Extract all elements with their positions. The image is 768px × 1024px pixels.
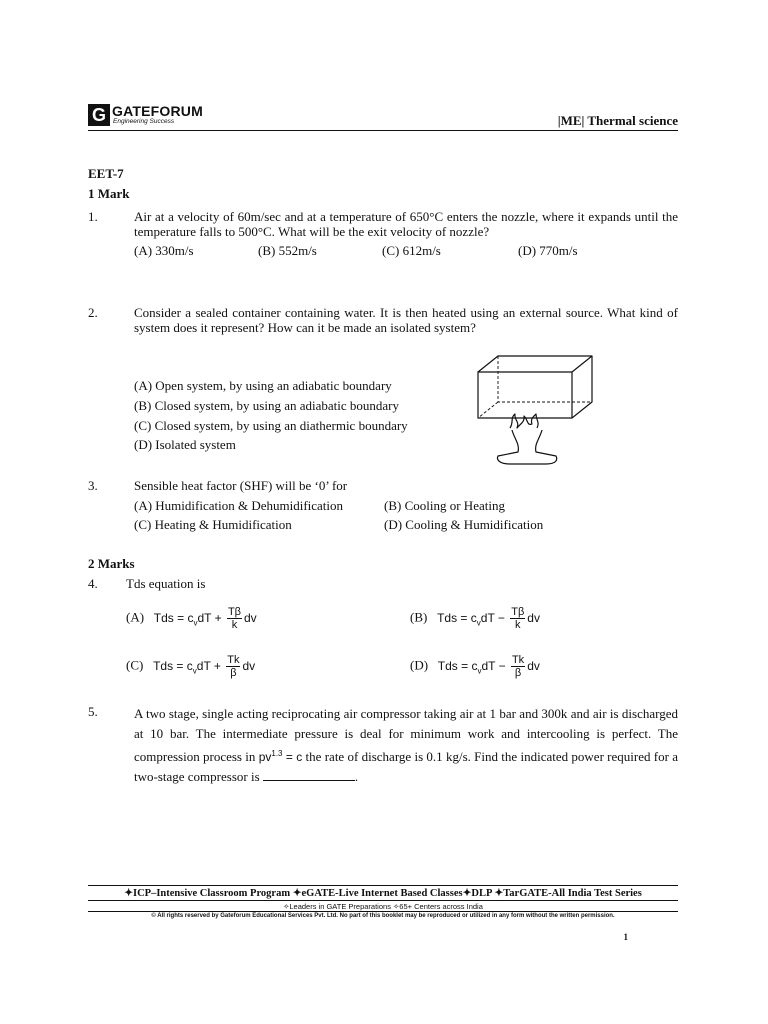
q4-option-a — [126, 606, 257, 631]
q4-option-d — [410, 654, 540, 679]
question-number: 5. — [88, 704, 98, 719]
logo-name: GATEFORUM — [112, 103, 203, 119]
q3-option-d: (D) Cooling & Humidification — [384, 517, 544, 532]
footer-copyright: © All rights reserved by Gateforum Educational Services Pvt. Ltd. No part of this booklet may be reproduced or utilized in any form without the written permission. — [151, 913, 615, 919]
fraction: $\frac{Tk}{\beta}$ — [511, 654, 525, 679]
equation: Tds = $c_vdT$ + $\frac{Tk}{\beta}$ dv — [153, 654, 256, 679]
equation: Tds = $c_vdT$ − $\frac{Tk}{\beta}$ dv — [437, 654, 540, 679]
question-5-text: A two stage, single acting reciprocating air compressor taking air at 1 bar and 300k and air is discharged at 10 bar. The intermediate pressure is deal for minimum work and intercooling is perfect. The compression process in $pv^{1.3} = c$ the rate of discharge is 0.1 kg/s. Find the indicated power required for a two-stage compressor is . — [134, 706, 678, 784]
section-one-mark: 1 Mark — [88, 186, 130, 201]
equation: Tds = $c_vdT$ + $\frac{T\beta}{k}$ dv — [153, 606, 257, 631]
question-number: 4. — [88, 576, 98, 591]
header-divider — [88, 130, 678, 131]
question-number: 1. — [88, 209, 98, 224]
q1-option-a: (A) 330m/s — [134, 243, 194, 258]
question-3-text: Sensible heat factor (SHF) will be ‘0’ for — [134, 478, 348, 493]
q3-option-b: (B) Cooling or Heating — [384, 498, 505, 513]
fraction: $\frac{T\beta}{k}$ — [227, 606, 241, 631]
option-label: (C) — [126, 657, 144, 673]
section-two-marks: 2 Marks — [88, 556, 135, 571]
q2-option-b: (B) Closed system, by using an adiabatic boundary — [134, 398, 400, 413]
q3-option-c: (C) Heating & Humidification — [134, 517, 292, 532]
question-number: 2. — [88, 305, 98, 320]
heated-container-diagram — [470, 352, 600, 470]
footer-divider-low — [88, 911, 678, 912]
logo-mark: G — [88, 104, 110, 126]
q4-option-c — [126, 654, 255, 679]
q1-option-c: (C) 612m/s — [382, 243, 441, 258]
equation: Tds = $c_vdT$ − $\frac{T\beta}{k}$ dv — [437, 606, 540, 631]
question-number: 3. — [88, 478, 98, 493]
option-label: (D) — [410, 657, 429, 673]
q2-option-c: (C) Closed system, by using an diathermic boundary — [134, 418, 408, 433]
logo-tagline: Engineering Success — [113, 118, 175, 125]
answer-blank — [263, 770, 355, 781]
section-code: EET-7 — [88, 166, 124, 181]
gateforum-logo — [88, 103, 203, 130]
q2-option-a: (A) Open system, by using an adiabatic boundary — [134, 378, 392, 393]
page-number: 1 — [623, 932, 628, 942]
q2-option-d: (D) Isolated system — [134, 437, 236, 452]
option-label: (A) — [126, 609, 145, 625]
q3-option-a: (A) Humidification & Dehumidification — [134, 498, 344, 513]
process-equation: $pv^{1.3} = c$ — [258, 749, 303, 764]
fraction: $\frac{Tk}{\beta}$ — [227, 654, 240, 679]
subject-header: |ME| Thermal science — [557, 113, 678, 128]
q1-option-b: (B) 552m/s — [258, 243, 317, 258]
footer-programs: ✦ICP–Intensive Classroom Program ✦eGATE-Live Internet Based Classes✦DLP ✦TarGATE-All India Test Series — [124, 888, 642, 899]
q4-option-b — [410, 606, 540, 631]
option-label: (B) — [410, 609, 428, 625]
footer-divider-mid — [88, 900, 678, 901]
question-1-text: Air at a velocity of 60m/sec and at a temperature of 650°C enters the nozzle, where it expands until the temperature falls to 500°C. What will be the exit velocity of nozzle? — [134, 209, 678, 239]
footer-divider-top — [88, 885, 678, 886]
question-4-text: Tds equation is — [126, 576, 206, 591]
fraction: $\frac{T\beta}{k}$ — [511, 606, 525, 631]
q1-option-d: (D) 770m/s — [518, 243, 578, 258]
footer-tagline: ✧Leaders in GATE Preparations ✧65+ Centers across India — [283, 902, 483, 911]
question-2-text: Consider a sealed container containing water. It is then heated using an external source. What kind of system does it represent? How can it be made an isolated system? — [134, 305, 678, 335]
